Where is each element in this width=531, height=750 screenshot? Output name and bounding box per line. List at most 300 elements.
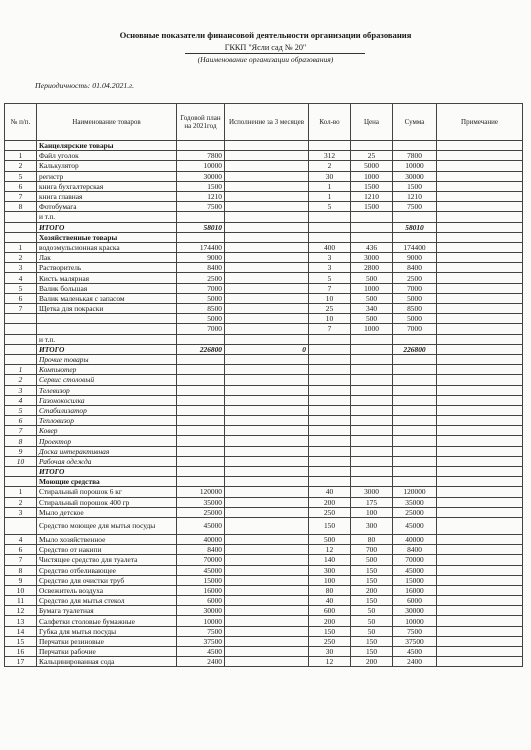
cell-quantity: 7: [309, 324, 351, 334]
cell-plan: 25000: [177, 507, 225, 517]
cell-note: [437, 293, 523, 303]
cell-execution: [225, 606, 309, 616]
cell-name: водоэмульсионная краска: [37, 242, 177, 252]
cell-quantity: 250: [309, 636, 351, 646]
cell-name: Ковер: [37, 426, 177, 436]
cell-plan: 6000: [177, 596, 225, 606]
cell-quantity: [309, 467, 351, 477]
cell-number: 9: [5, 575, 37, 585]
cell-sum: [393, 467, 437, 477]
cell-plan: [177, 446, 225, 456]
cell-execution: [225, 324, 309, 334]
cell-quantity: [309, 405, 351, 415]
cell-execution: [225, 354, 309, 364]
cell-name: Стабилизатор: [37, 405, 177, 415]
table-row: [5, 202, 523, 212]
cell-name: Канцелярские товары: [37, 141, 177, 151]
table-row: [5, 534, 523, 544]
cell-price: [351, 477, 393, 487]
cell-number: 16: [5, 647, 37, 657]
cell-note: [437, 405, 523, 415]
cell-number: 2: [5, 375, 37, 385]
cell-execution: [225, 181, 309, 191]
cell-sum: [393, 334, 437, 344]
table-row: [5, 375, 523, 385]
cell-price: [351, 456, 393, 466]
cell-quantity: 3: [309, 253, 351, 263]
cell-plan: 7500: [177, 626, 225, 636]
table-row: [5, 191, 523, 201]
cell-note: [437, 585, 523, 595]
cell-sum: 2500: [393, 273, 437, 283]
table-row: [5, 636, 523, 646]
section-header-row: [5, 141, 523, 151]
cell-price: [351, 354, 393, 364]
cell-price: [351, 365, 393, 375]
cell-sum: 6000: [393, 596, 437, 606]
table-row: [5, 565, 523, 575]
cell-name: Тепловизор: [37, 416, 177, 426]
cell-plan: 58010: [177, 222, 225, 232]
cell-quantity: [309, 416, 351, 426]
cell-name: Калькулятор: [37, 161, 177, 171]
cell-plan: 10000: [177, 161, 225, 171]
cell-plan: [177, 477, 225, 487]
cell-quantity: [309, 477, 351, 487]
cell-execution: [225, 405, 309, 415]
cell-note: [437, 616, 523, 626]
cell-sum: 25000: [393, 507, 437, 517]
cell-number: [5, 232, 37, 242]
table-row: [5, 314, 523, 324]
cell-name: и т.п.: [37, 334, 177, 344]
cell-note: [437, 253, 523, 263]
cell-price: [351, 405, 393, 415]
cell-number: 4: [5, 395, 37, 405]
cell-plan: 5000: [177, 293, 225, 303]
table-body: [5, 141, 523, 667]
cell-execution: 0: [225, 344, 309, 354]
cell-number: 5: [5, 283, 37, 293]
cell-quantity: 100: [309, 575, 351, 585]
cell-plan: [177, 212, 225, 222]
cell-price: 500: [351, 314, 393, 324]
cell-execution: [225, 426, 309, 436]
cell-sum: 174400: [393, 242, 437, 252]
cell-plan: [177, 385, 225, 395]
cell-price: [351, 212, 393, 222]
cell-name: Газонокосилка: [37, 395, 177, 405]
cell-execution: [225, 446, 309, 456]
cell-plan: 35000: [177, 497, 225, 507]
cell-number: 6: [5, 416, 37, 426]
organization-caption: (Наименование организации образования): [197, 55, 334, 64]
table-row: [5, 334, 523, 344]
cell-price: 150: [351, 647, 393, 657]
table-row: [5, 487, 523, 497]
cell-sum: [393, 405, 437, 415]
col-header-execution: Исполнение за 3 месяцев: [225, 104, 309, 141]
cell-sum: 40000: [393, 534, 437, 544]
cell-plan: 7800: [177, 151, 225, 161]
table-row: [5, 647, 523, 657]
cell-note: [437, 171, 523, 181]
cell-quantity: [309, 375, 351, 385]
cell-price: [351, 141, 393, 151]
table-row: [5, 436, 523, 446]
cell-sum: [393, 385, 437, 395]
cell-number: 6: [5, 545, 37, 555]
cell-price: 50: [351, 616, 393, 626]
cell-quantity: [309, 222, 351, 232]
cell-name: книга главная: [37, 191, 177, 201]
cell-name: Кисть малярная: [37, 273, 177, 283]
organization-name: ГККП "Ясли сад № 20": [224, 43, 307, 52]
cell-name: Бумага туалетная: [37, 606, 177, 616]
cell-note: [437, 436, 523, 446]
cell-sum: 9000: [393, 253, 437, 263]
cell-number: [5, 517, 37, 534]
cell-price: [351, 375, 393, 385]
cell-quantity: 5: [309, 273, 351, 283]
cell-note: [437, 456, 523, 466]
cell-plan: 1210: [177, 191, 225, 201]
cell-plan: 2400: [177, 657, 225, 667]
cell-name: Средство для очистки труб: [37, 575, 177, 585]
cell-execution: [225, 151, 309, 161]
table-row: [5, 385, 523, 395]
cell-price: 436: [351, 242, 393, 252]
cell-note: [437, 304, 523, 314]
cell-price: [351, 344, 393, 354]
cell-plan: [177, 426, 225, 436]
cell-sum: 1500: [393, 181, 437, 191]
cell-price: 150: [351, 575, 393, 585]
cell-plan: [177, 141, 225, 151]
cell-number: 1: [5, 365, 37, 375]
cell-execution: [225, 212, 309, 222]
cell-sum: [393, 395, 437, 405]
cell-plan: [177, 436, 225, 446]
cell-execution: [225, 253, 309, 263]
cell-name: Средство моющее для мытья посуды: [37, 517, 177, 534]
cell-sum: 16000: [393, 585, 437, 595]
cell-execution: [225, 375, 309, 385]
cell-name: Средство от накипи: [37, 545, 177, 555]
cell-number: [5, 354, 37, 364]
cell-execution: [225, 141, 309, 151]
cell-execution: [225, 596, 309, 606]
cell-number: 8: [5, 565, 37, 575]
cell-price: 700: [351, 545, 393, 555]
cell-execution: [225, 304, 309, 314]
cell-execution: [225, 263, 309, 273]
cell-number: 2: [5, 497, 37, 507]
cell-note: [437, 212, 523, 222]
cell-price: 3000: [351, 487, 393, 497]
cell-sum: 5000: [393, 293, 437, 303]
table-row: [5, 324, 523, 334]
cell-price: 150: [351, 565, 393, 575]
cell-plan: [177, 416, 225, 426]
financial-table: [4, 103, 523, 667]
cell-execution: [225, 477, 309, 487]
cell-number: 4: [5, 534, 37, 544]
cell-note: [437, 545, 523, 555]
cell-execution: [225, 161, 309, 171]
cell-execution: [225, 467, 309, 477]
periodicity: Периодичность: 01.04.2021.г.: [35, 81, 135, 90]
cell-execution: [225, 416, 309, 426]
cell-quantity: [309, 446, 351, 456]
cell-quantity: 1: [309, 191, 351, 201]
table-row: [5, 242, 523, 252]
cell-sum: 1210: [393, 191, 437, 201]
cell-number: 10: [5, 456, 37, 466]
table-row: [5, 555, 523, 565]
table-row: [5, 585, 523, 595]
cell-note: [437, 202, 523, 212]
section-header-row: [5, 477, 523, 487]
cell-price: [351, 467, 393, 477]
total-row: [5, 344, 523, 354]
cell-quantity: 25: [309, 304, 351, 314]
cell-execution: [225, 585, 309, 595]
cell-execution: [225, 616, 309, 626]
cell-note: [437, 385, 523, 395]
cell-sum: 120000: [393, 487, 437, 497]
cell-execution: [225, 222, 309, 232]
cell-quantity: 5: [309, 202, 351, 212]
cell-number: 12: [5, 606, 37, 616]
cell-number: 10: [5, 585, 37, 595]
cell-sum: 30000: [393, 606, 437, 616]
table-row: [5, 626, 523, 636]
cell-sum: [393, 375, 437, 385]
cell-execution: [225, 657, 309, 667]
cell-plan: 45000: [177, 517, 225, 534]
col-header-quantity: Кол-во: [309, 104, 351, 141]
cell-number: 3: [5, 385, 37, 395]
cell-plan: 120000: [177, 487, 225, 497]
cell-sum: [393, 446, 437, 456]
cell-name: Рабочая одежда: [37, 456, 177, 466]
cell-note: [437, 151, 523, 161]
cell-note: [437, 596, 523, 606]
cell-execution: [225, 575, 309, 585]
cell-name: Лак: [37, 253, 177, 263]
cell-quantity: 30: [309, 647, 351, 657]
cell-quantity: 1: [309, 181, 351, 191]
cell-note: [437, 565, 523, 575]
cell-plan: 7000: [177, 283, 225, 293]
cell-plan: [177, 354, 225, 364]
cell-sum: [393, 365, 437, 375]
table-row: [5, 304, 523, 314]
cell-quantity: [309, 232, 351, 242]
cell-execution: [225, 273, 309, 283]
cell-note: [437, 334, 523, 344]
cell-number: [5, 324, 37, 334]
cell-name: ИТОГО: [37, 344, 177, 354]
cell-sum: 30000: [393, 171, 437, 181]
table-row: [5, 575, 523, 585]
table-row: [5, 161, 523, 171]
cell-quantity: 150: [309, 517, 351, 534]
cell-sum: 7500: [393, 202, 437, 212]
cell-sum: [393, 436, 437, 446]
cell-name: Стиральный порошок 400 гр: [37, 497, 177, 507]
cell-quantity: 140: [309, 555, 351, 565]
cell-name: книга бухгалтерская: [37, 181, 177, 191]
cell-sum: 226800: [393, 344, 437, 354]
cell-plan: 8500: [177, 304, 225, 314]
table-row: [5, 273, 523, 283]
cell-name: Телевизор: [37, 385, 177, 395]
table-row: [5, 365, 523, 375]
table-row: [5, 395, 523, 405]
cell-number: 5: [5, 405, 37, 415]
cell-number: 11: [5, 596, 37, 606]
table-row: [5, 283, 523, 293]
cell-plan: [177, 375, 225, 385]
cell-execution: [225, 202, 309, 212]
cell-price: 340: [351, 304, 393, 314]
cell-note: [437, 273, 523, 283]
cell-number: 8: [5, 436, 37, 446]
table-row: [5, 545, 523, 555]
cell-sum: 58010: [393, 222, 437, 232]
cell-plan: 2500: [177, 273, 225, 283]
cell-sum: 37500: [393, 636, 437, 646]
cell-plan: 8400: [177, 545, 225, 555]
cell-plan: 10000: [177, 616, 225, 626]
cell-quantity: 7: [309, 283, 351, 293]
cell-number: [5, 334, 37, 344]
cell-sum: 8400: [393, 545, 437, 555]
cell-execution: [225, 507, 309, 517]
cell-quantity: 400: [309, 242, 351, 252]
cell-quantity: [309, 365, 351, 375]
cell-execution: [225, 171, 309, 181]
cell-name: Моющие средства: [37, 477, 177, 487]
cell-note: [437, 647, 523, 657]
cell-note: [437, 263, 523, 273]
cell-quantity: [309, 385, 351, 395]
cell-quantity: 300: [309, 565, 351, 575]
cell-note: [437, 191, 523, 201]
cell-sum: 7800: [393, 151, 437, 161]
cell-number: 17: [5, 657, 37, 667]
cell-price: 50: [351, 626, 393, 636]
cell-number: 15: [5, 636, 37, 646]
cell-plan: [177, 456, 225, 466]
cell-price: 150: [351, 596, 393, 606]
cell-plan: 4500: [177, 647, 225, 657]
cell-plan: 70000: [177, 555, 225, 565]
cell-number: 14: [5, 626, 37, 636]
cell-plan: 37500: [177, 636, 225, 646]
section-header-row: [5, 232, 523, 242]
cell-note: [437, 416, 523, 426]
cell-note: [437, 375, 523, 385]
cell-note: [437, 467, 523, 477]
cell-price: 1000: [351, 283, 393, 293]
cell-name: Средство для мытья стекол: [37, 596, 177, 606]
cell-number: 5: [5, 171, 37, 181]
cell-sum: 7000: [393, 283, 437, 293]
cell-name: Сервис столовый: [37, 375, 177, 385]
cell-plan: 226800: [177, 344, 225, 354]
cell-quantity: 40: [309, 487, 351, 497]
cell-quantity: [309, 334, 351, 344]
table-row: [5, 181, 523, 191]
cell-quantity: [309, 141, 351, 151]
cell-name: и т.п.: [37, 212, 177, 222]
cell-quantity: 80: [309, 585, 351, 595]
cell-number: 3: [5, 263, 37, 273]
cell-name: [37, 314, 177, 324]
cell-sum: [393, 416, 437, 426]
cell-name: Чистящее средство для туалета: [37, 555, 177, 565]
cell-price: 3000: [351, 253, 393, 263]
cell-number: 1: [5, 151, 37, 161]
cell-plan: 8400: [177, 263, 225, 273]
cell-number: [5, 212, 37, 222]
cell-price: 100: [351, 507, 393, 517]
cell-sum: [393, 456, 437, 466]
col-header-note: Примечание: [437, 104, 523, 141]
table-row: [5, 212, 523, 222]
table-row: [5, 497, 523, 507]
table-row: [5, 446, 523, 456]
cell-execution: [225, 497, 309, 507]
col-header-name: Наименование товаров: [37, 104, 177, 141]
table-row: [5, 507, 523, 517]
cell-price: [351, 426, 393, 436]
cell-execution: [225, 232, 309, 242]
cell-execution: [225, 456, 309, 466]
cell-name: ИТОГО: [37, 467, 177, 477]
cell-quantity: 2: [309, 161, 351, 171]
cell-quantity: 40: [309, 596, 351, 606]
cell-note: [437, 161, 523, 171]
table-row: [5, 517, 523, 534]
cell-number: [5, 314, 37, 324]
cell-sum: 8500: [393, 304, 437, 314]
cell-execution: [225, 555, 309, 565]
cell-name: Стиральный порошок 6 кг: [37, 487, 177, 497]
cell-price: 1500: [351, 181, 393, 191]
table-row: [5, 253, 523, 263]
cell-sum: 4500: [393, 647, 437, 657]
cell-price: [351, 334, 393, 344]
cell-note: [437, 365, 523, 375]
cell-price: 500: [351, 293, 393, 303]
col-header-sum: Сумма: [393, 104, 437, 141]
table-row: [5, 657, 523, 667]
cell-number: 9: [5, 446, 37, 456]
cell-number: 13: [5, 616, 37, 626]
cell-plan: 5000: [177, 314, 225, 324]
cell-number: 6: [5, 293, 37, 303]
cell-execution: [225, 517, 309, 534]
cell-quantity: 30: [309, 171, 351, 181]
cell-name: Файл уголок: [37, 151, 177, 161]
cell-number: [5, 477, 37, 487]
cell-quantity: 3: [309, 263, 351, 273]
table-row: [5, 171, 523, 181]
